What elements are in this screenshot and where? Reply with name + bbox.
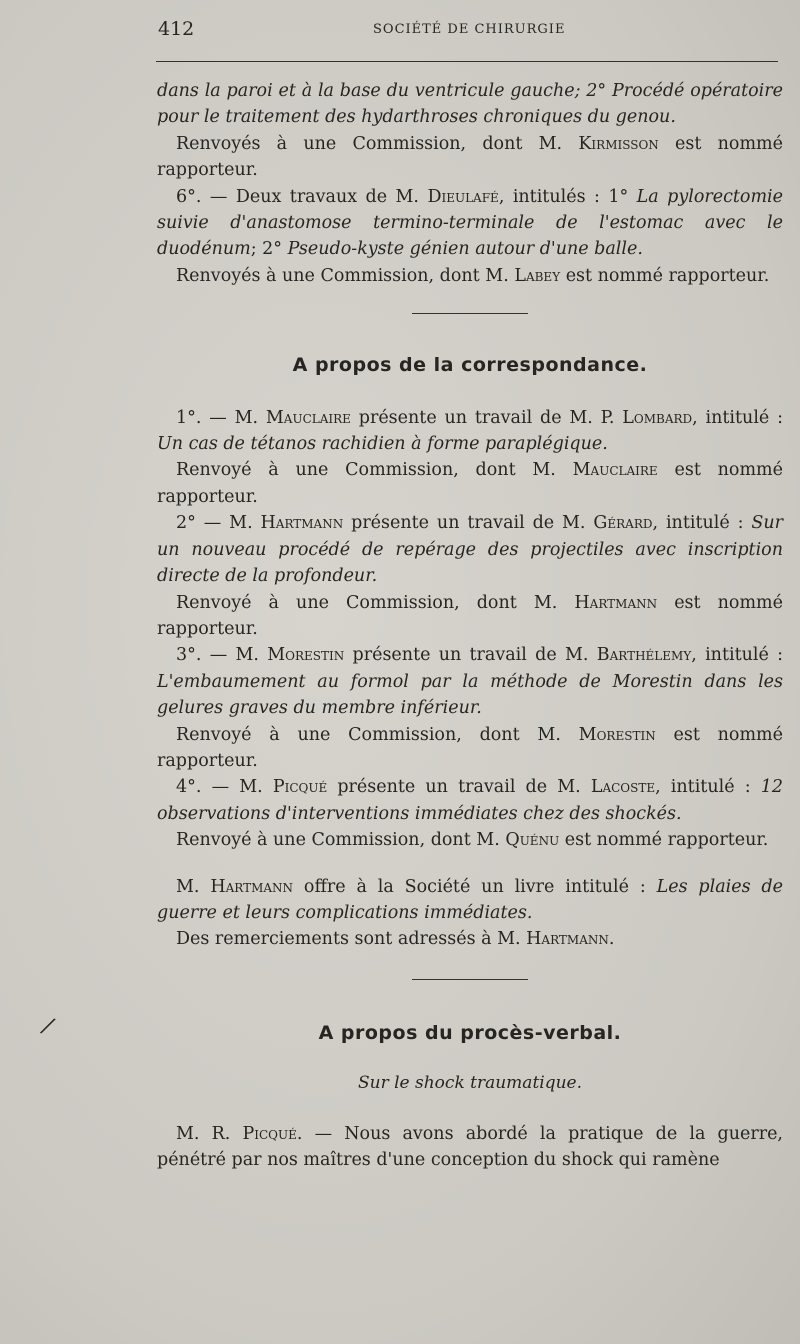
paragraph-kirmisson-commission: Renvoyés à une Commission, dont M. Kirmisson est nommé rapporteur. — [157, 133, 783, 181]
paragraph-thanks-hartmann: Des remerciements sont adressés à M. Hartmann. — [176, 929, 615, 950]
header-rule — [156, 61, 778, 62]
paragraph-morestin-presentation: 3°. — M. Morestin présente un travail de M. Barthélemy, intitulé : L'embaumement au formol par la méthode de Morestin dans les gelures graves du membre inférieur. — [157, 645, 783, 719]
paragraph-morestin-commission: Renvoyé à une Commission, dont M. Morestin est nommé rapporteur. — [157, 724, 783, 771]
section-heading-correspondance: A propos de la correspondance. — [292, 354, 648, 377]
subheading-shock-traumatique: Sur le shock traumatique. — [357, 1073, 583, 1094]
paragraph-picque-presentation: 4°. — M. Picqué présente un travail de M. Lacoste, intitulé : 12 observations d'interventions immédiates chez des shockés. — [157, 777, 783, 824]
paragraph-continued-titles: dans la paroi et à la base du ventricule gauche; 2° Procédé opératoire pour le traitement des hydarthroses chroniques du genou. — [157, 81, 783, 128]
margin-pencil-mark: / — [40, 1013, 56, 1040]
paragraph-hartmann-presentation: 2° — M. Hartmann présente un travail de M. Gérard, intitulé : Sur un nouveau procédé de repérage des projectiles avec inscription directe de la profondeur. — [157, 513, 783, 587]
section-heading-proces-verbal: A propos du procès-verbal. — [318, 1021, 622, 1044]
paragraph-quenu-commission: Renvoyé à une Commission, dont M. Quénu est nommé rapporteur. — [176, 830, 769, 851]
paragraph-picque-discussion: M. R. Picqué. — Nous avons abordé la pratique de la guerre, pénétré par nos maîtres d'une conception du shock qui ramène — [157, 1123, 783, 1170]
paragraph-hartmann-commission: Renvoyé à une Commission, dont M. Hartmann est nommé rapporteur. — [157, 592, 783, 639]
paragraph-dieulafe-works: 6°. — Deux travaux de M. Dieulafé, intitulés : 1° La pylorectomie suivie d'anastomose termino-terminale de l'estomac avec le duodénum; 2° Pseudo-kyste génien autour d'une balle. — [157, 186, 783, 260]
page-header — [158, 18, 778, 48]
paragraph-hartmann-book-offer: M. Hartmann offre à la Société un livre intitulé : Les plaies de guerre et leurs complications immédiates. — [157, 876, 783, 923]
page-number: 412 — [158, 18, 195, 40]
paragraph-mauclaire-commission: Renvoyé à une Commission, dont M. Mauclaire est nommé rapporteur. — [157, 460, 783, 507]
paragraph-mauclaire-presentation: 1°. — M. Mauclaire présente un travail de M. P. Lombard, intitulé : Un cas de tétanos rachidien à forme paraplégique. — [157, 407, 783, 455]
paragraph-labey-commission: Renvoyés à une Commission, dont M. Labey est nommé rapporteur. — [176, 265, 770, 286]
running-head: SOCIÉTÉ DE CHIRURGIE — [373, 22, 566, 37]
page-body — [157, 78, 783, 1173]
